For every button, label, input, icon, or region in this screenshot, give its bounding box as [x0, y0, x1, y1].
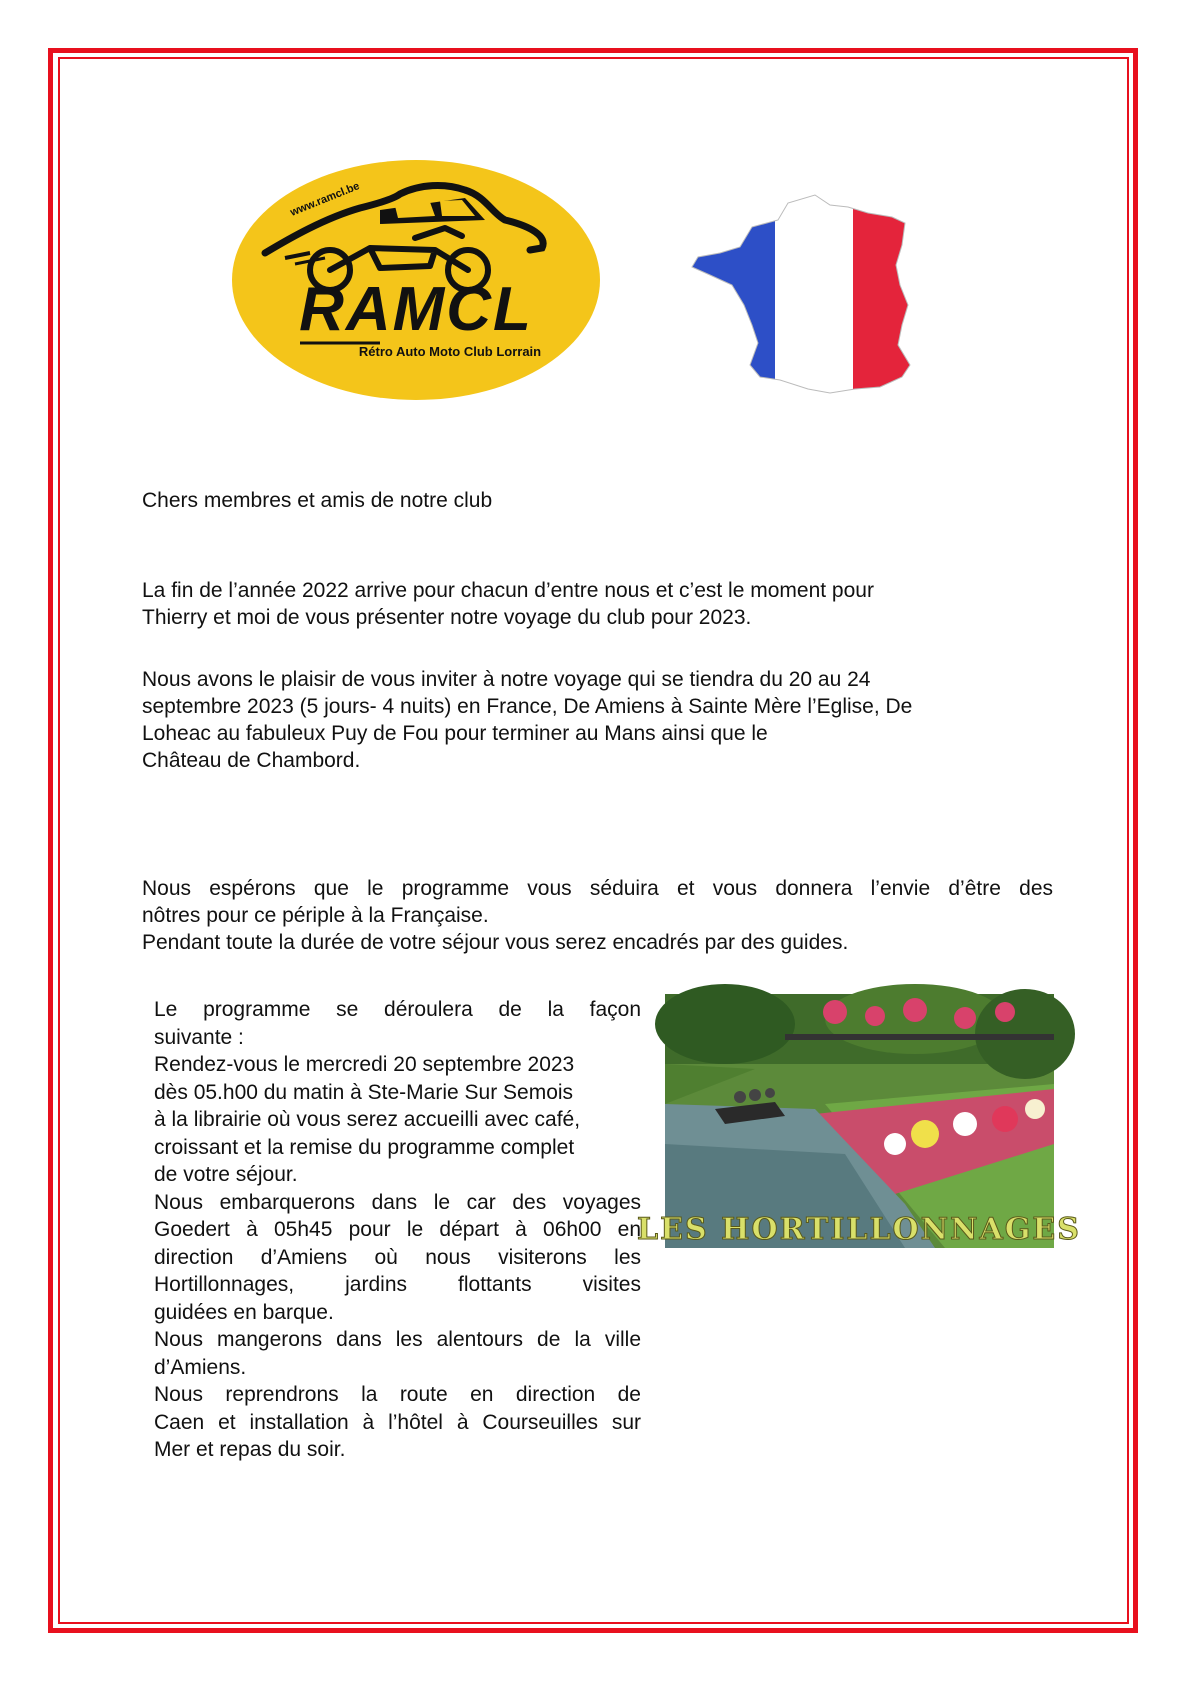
program-line: suivante : [154, 1025, 244, 1049]
program-line: Hortillonnages, jardins flottants visites [154, 1273, 641, 1296]
intro-paragraph [142, 577, 1042, 631]
program-line: de votre séjour. [154, 1163, 298, 1186]
program-line: guidées en barque. [154, 1300, 334, 1324]
program-line: d’Amiens. [154, 1355, 247, 1379]
photo-caption: LES HORTILLONNAGES [637, 1212, 1081, 1247]
program-line: dès 05.h00 du matin à Ste-Marie Sur Semois [154, 1080, 574, 1104]
program-line: Nous mangerons dans les alentours de la ville [154, 1328, 641, 1351]
text-line: Nous espérons que le programme vous séduira et vous donnera l’envie d’être des [142, 877, 1053, 900]
text-line: Thierry et moi de vous présenter notre voyage du club pour 2023. [142, 606, 752, 629]
program-line: direction d’Amiens où nous visiterons les [154, 1245, 641, 1269]
text-line: Nous avons le plaisir de vous inviter à notre voyage qui se tiendra du 20 au 24 [142, 668, 871, 691]
program-line: Rendez-vous le mercredi 20 septembre 2023 [154, 1053, 575, 1076]
france-map-flag-image [680, 165, 945, 425]
program-line: Mer et repas du soir. [154, 1438, 346, 1461]
text-line: Pendant toute la durée de votre séjour vous serez encadrés par des guides. [142, 931, 849, 954]
hope-paragraph [142, 875, 1053, 956]
program-line: Caen et installation à l’hôtel à Courseuilles sur [154, 1410, 641, 1434]
logo-url: www.ramcl.be [288, 180, 362, 219]
invitation-paragraph [142, 666, 1042, 774]
program-line: Nous reprendrons la route en direction de [154, 1383, 641, 1406]
text-line: Loheac au fabuleux Puy de Fou pour terminer au Mans ainsi que le [142, 722, 768, 745]
program-line: Le programme se déroulera de la façon [154, 998, 641, 1021]
text-line: nôtres pour ce périple à la Française. [142, 904, 489, 927]
ramcl-logo [230, 158, 603, 403]
program-line: Nous embarquerons dans le car des voyages [154, 1190, 641, 1214]
text-line: septembre 2023 (5 jours- 4 nuits) en France, De Amiens à Sainte Mère l’Eglise, De [142, 695, 913, 718]
program-description [154, 996, 641, 1464]
program-line: Goedert à 05h45 pour le départ à 06h00 en [154, 1218, 641, 1241]
logo-tagline: Rétro Auto Moto Club Lorrain [358, 344, 542, 359]
logo-wordmark: RAMCL [299, 275, 533, 344]
text-line: La fin de l’année 2022 arrive pour chacun d’entre nous et c’est le moment pour [142, 579, 874, 602]
text-line: Château de Chambord. [142, 749, 361, 772]
greeting: Chers membres et amis de notre club [142, 489, 493, 512]
program-line: à la librairie où vous serez accueilli avec café, [154, 1108, 581, 1131]
hortillonnages-photo [637, 994, 1081, 1248]
program-line: croissant et la remise du programme complet [154, 1135, 575, 1159]
